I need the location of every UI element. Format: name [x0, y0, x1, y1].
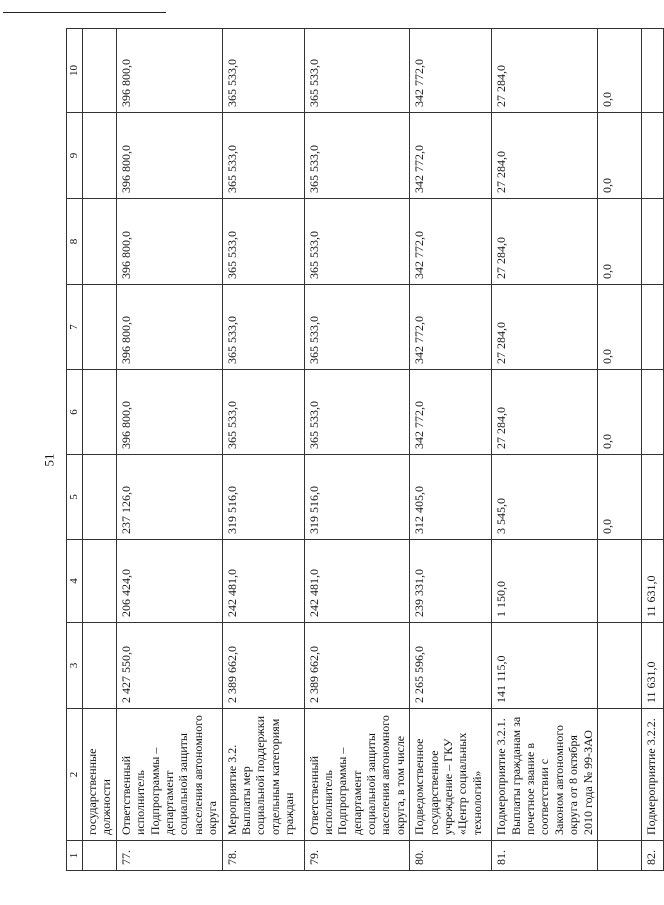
value-cell: 342 772,0 [410, 285, 492, 370]
value-cell [641, 370, 663, 455]
value-cell: 396 800,0 [116, 113, 222, 199]
value-cell: 365 533,0 [222, 199, 304, 285]
column-header: 10 [67, 29, 83, 113]
value-cell: 342 772,0 [410, 113, 492, 199]
value-cell [83, 623, 117, 709]
row-number: 82. [641, 841, 663, 871]
value-cell [83, 199, 117, 285]
row-number: 78. [222, 841, 304, 871]
value-cell: 11 631,0 [641, 623, 663, 709]
value-cell [597, 623, 641, 709]
table-row [492, 29, 598, 871]
value-cell: 365 533,0 [304, 285, 410, 370]
value-cell: 365 533,0 [304, 199, 410, 285]
value-cell: 365 533,0 [222, 113, 304, 199]
table-row [410, 29, 492, 871]
value-cell: 237 126,0 [116, 455, 222, 540]
value-cell: 365 533,0 [304, 113, 410, 199]
column-header: 3 [67, 623, 83, 709]
row-number [83, 841, 117, 871]
value-cell: 396 800,0 [116, 370, 222, 455]
value-cell: 0,0 [597, 285, 641, 370]
row-description: Подведомственное государственное учреждение – ГКУ «Центр социальных технологий» [410, 709, 492, 841]
value-cell [641, 285, 663, 370]
value-cell: 27 284,0 [492, 285, 598, 370]
row-description [597, 709, 641, 841]
rotated-table-container [66, 29, 658, 871]
row-number: 77. [116, 841, 222, 871]
footnote-rule [3, 12, 166, 13]
value-cell: 365 533,0 [304, 29, 410, 113]
row-number: 81. [492, 841, 598, 871]
value-cell [641, 455, 663, 540]
row-number [597, 841, 641, 871]
table-row [304, 29, 410, 871]
column-header: 5 [67, 455, 83, 540]
value-cell: 396 800,0 [116, 199, 222, 285]
column-header: 2 [67, 709, 83, 841]
table-row [116, 29, 222, 871]
value-cell: 0,0 [597, 370, 641, 455]
value-cell: 3 545,0 [492, 455, 598, 540]
value-cell: 365 533,0 [222, 285, 304, 370]
row-number: 79. [304, 841, 410, 871]
value-cell: 242 481,0 [304, 540, 410, 623]
value-cell: 239 331,0 [410, 540, 492, 623]
row-description: Подмероприятие 3.2.1. Выплаты гражданам за почетное звание в соответствии с Законом автономного округа от 8 октября 2010 года № 99-ЗАО [492, 709, 598, 841]
value-cell [83, 370, 117, 455]
table-row [222, 29, 304, 871]
value-cell [641, 113, 663, 199]
row-number: 80. [410, 841, 492, 871]
value-cell: 1 150,0 [492, 540, 598, 623]
value-cell: 27 284,0 [492, 113, 598, 199]
value-cell [83, 113, 117, 199]
value-cell: 396 800,0 [116, 29, 222, 113]
value-cell [83, 455, 117, 540]
table-row [83, 29, 117, 871]
value-cell [641, 29, 663, 113]
column-header: 7 [67, 285, 83, 370]
value-cell: 2 265 596,0 [410, 623, 492, 709]
value-cell: 2 389 662,0 [304, 623, 410, 709]
value-cell: 365 533,0 [304, 370, 410, 455]
column-header: 8 [67, 199, 83, 285]
value-cell: 319 516,0 [304, 455, 410, 540]
value-cell: 27 284,0 [492, 29, 598, 113]
value-cell [597, 540, 641, 623]
value-cell: 206 424,0 [116, 540, 222, 623]
value-cell [83, 29, 117, 113]
value-cell: 0,0 [597, 29, 641, 113]
value-cell: 342 772,0 [410, 370, 492, 455]
column-header: 6 [67, 370, 83, 455]
table-row [597, 29, 641, 871]
row-description: Ответственный исполнитель Подпрограммы – департамент социальной защиты населения автономного округа [116, 709, 222, 841]
column-header: 1 [67, 841, 83, 871]
value-cell: 27 284,0 [492, 370, 598, 455]
table-row [641, 29, 663, 871]
column-header: 9 [67, 113, 83, 199]
value-cell: 396 800,0 [116, 285, 222, 370]
budget-table [66, 28, 664, 871]
value-cell: 11 631,0 [641, 540, 663, 623]
value-cell: 312 405,0 [410, 455, 492, 540]
value-cell: 242 481,0 [222, 540, 304, 623]
value-cell: 27 284,0 [492, 199, 598, 285]
value-cell [83, 540, 117, 623]
value-cell: 365 533,0 [222, 29, 304, 113]
page-number: 51 [41, 453, 57, 467]
value-cell: 342 772,0 [410, 29, 492, 113]
value-cell: 2 427 550,0 [116, 623, 222, 709]
column-number-row [67, 29, 83, 871]
value-cell: 0,0 [597, 199, 641, 285]
value-cell: 319 516,0 [222, 455, 304, 540]
value-cell [83, 285, 117, 370]
value-cell [641, 199, 663, 285]
value-cell: 2 389 662,0 [222, 623, 304, 709]
value-cell: 365 533,0 [222, 370, 304, 455]
value-cell: 0,0 [597, 455, 641, 540]
row-description: Мероприятие 3.2. Выплаты мер социальной поддержки отдельным категориям граждан [222, 709, 304, 841]
value-cell: 0,0 [597, 113, 641, 199]
row-description: Подмероприятие 3.2.2. [641, 709, 663, 841]
column-header: 4 [67, 540, 83, 623]
value-cell: 342 772,0 [410, 199, 492, 285]
row-description: Ответственный исполнитель Подпрограммы – департамент социальной защиты населения автономного округа, в том числе [304, 709, 410, 841]
row-description: государственные должности [83, 709, 117, 841]
value-cell: 141 115,0 [492, 623, 598, 709]
